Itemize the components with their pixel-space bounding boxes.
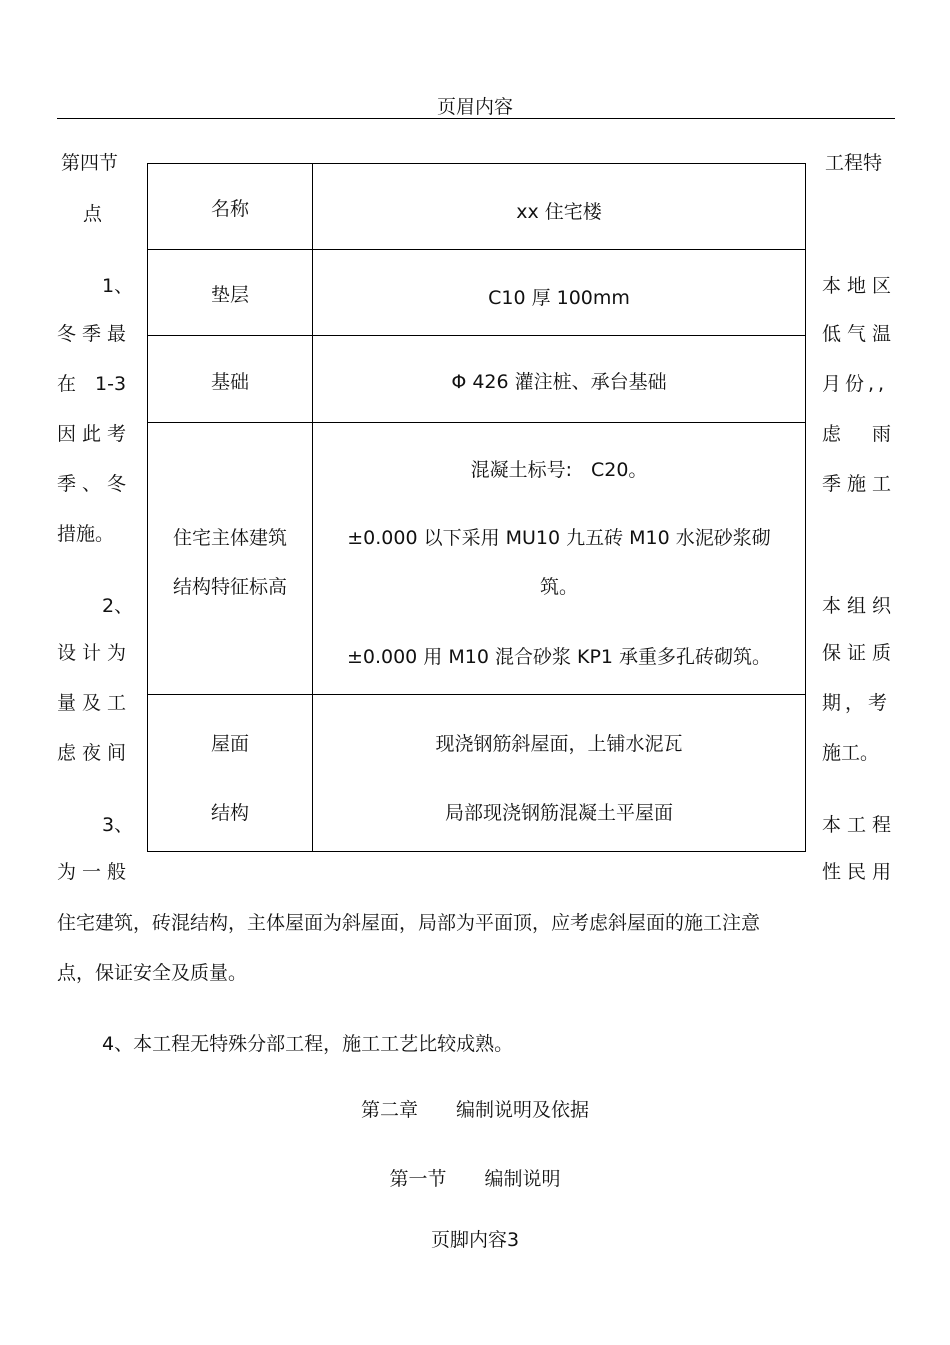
label-main-structure: 结构特征标高 [172,576,287,598]
section-heading: 第一节 编制说明 [389,1168,561,1190]
table-value-cell [313,164,806,250]
value-foundation: Φ 426 灌注桩、承台基础 [451,371,667,393]
value-cushion: C10 厚 100mm [488,287,630,309]
right-fragment: 性民用 [822,861,898,883]
value-concrete-grade: 混凝土标号: C20。 [470,459,648,481]
left-fragment: 3、 [102,814,134,836]
left-fragment: 因此考 [57,423,133,445]
right-fragment: 月份,, [822,373,889,395]
table-row [148,423,806,695]
label-main-structure: 住宅主体建筑 [172,527,287,549]
left-fragment: 措施。 [57,523,115,545]
table-row [148,164,806,250]
value-roof-sloped: 现浇钢筋斜屋面，上铺水泥瓦 [435,733,683,755]
right-fragment: 季施工 [822,473,898,495]
project-spec-table [147,163,806,852]
page-footer: 页脚内容3 [430,1229,520,1251]
right-fragment: 低气温 [822,323,898,345]
left-fragment: 点 [83,203,103,225]
right-fragment: 本地区 [822,275,898,297]
table-label-cell [148,423,313,695]
table-label-cell [148,695,313,852]
right-fragment: 期，考 [822,692,892,714]
value-below-zero-cont: 筑。 [539,576,578,598]
header-rule [57,118,895,119]
left-fragment: 在 1-3 [57,373,127,395]
left-fragment: 设计为 [57,642,133,664]
table-value-cell [313,423,806,695]
paragraph-3-line: 住宅建筑，砖混结构，主体屋面为斜屋面，局部为平面顶，应考虑斜屋面的施工注意 [57,912,761,934]
paragraph-4: 4、本工程无特殊分部工程，施工工艺比较成熟。 [102,1033,514,1055]
label-cushion: 垫层 [210,284,249,306]
paragraph-3-line: 点，保证安全及质量。 [57,962,248,984]
left-fragment: 2、 [102,595,134,617]
label-roof: 结构 [210,802,249,824]
chapter-heading: 第二章 编制说明及依据 [360,1099,589,1121]
left-fragment: 第四节 [61,152,119,174]
left-fragment: 虑夜间 [57,742,133,764]
table-value-cell [313,336,806,423]
table-label-cell [148,250,313,336]
value-above-zero: ±0.000 用 M10 混合砂浆 KP1 承重多孔砖砌筑。 [346,646,772,668]
table-row [148,250,806,336]
left-fragment: 冬季最 [57,323,133,345]
right-fragment: 虑 雨 [822,423,898,445]
label-name: 名称 [210,198,249,220]
right-fragment: 本工程 [822,814,898,836]
table-label-cell [148,164,313,250]
right-fragment: 保证质 [822,642,898,664]
value-roof-flat: 局部现浇钢筋混凝土平屋面 [444,802,673,824]
left-fragment: 量及工 [57,692,133,714]
table-value-cell [313,250,806,336]
table-row [148,336,806,423]
right-fragment: 施工。 [822,742,880,764]
table-row [148,695,806,852]
left-fragment: 为一般 [57,861,133,883]
value-below-zero: ±0.000 以下采用 MU10 九五砖 M10 水泥砂浆砌 [347,527,771,549]
left-fragment: 1、 [102,275,134,297]
label-foundation: 基础 [210,371,249,393]
left-fragment: 季、冬 [57,473,133,495]
right-fragment: 本组织 [822,595,898,617]
right-fragment: 工程特 [825,152,883,174]
page-header: 页眉内容 [436,96,513,118]
label-roof: 屋面 [210,733,249,755]
table-value-cell [313,695,806,852]
table-label-cell [148,336,313,423]
value-name: xx 住宅楼 [516,201,602,223]
